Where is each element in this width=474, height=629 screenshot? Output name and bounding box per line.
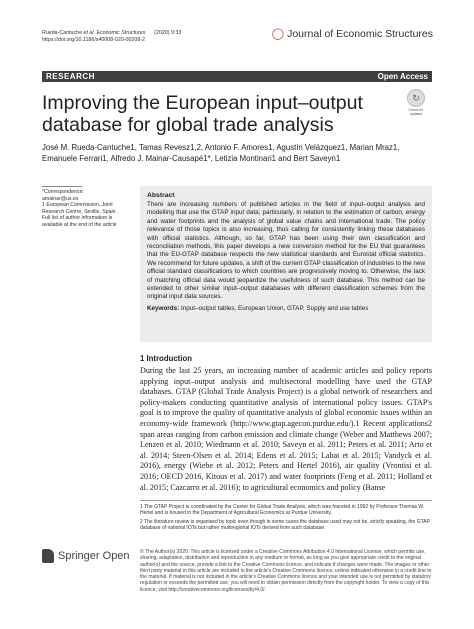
- check-updates-label: Check for updates: [408, 108, 424, 116]
- check-for-updates-badge[interactable]: [404, 89, 428, 116]
- keywords: [147, 305, 425, 313]
- running-header: [42, 30, 181, 44]
- citation-journal: et al. Economic Structures: [83, 30, 146, 36]
- abstract-text: There are increasing numbers of published articles in the field of input–output analysis and modelling that use the GTAP input data; particularly, in relation to the estimation of carbon, energy and water footprints and the analysis of global value chains and international trade. The policy relevance of those topics is also increasing, thus calling for consistently linking these databases with official statistics. Although, so far, GTAP has been using their own classification and reconciliation methods, this paper develops a new conversion method for the EU that guarantees that the EU-GTAP database respects the new statistical standards and Eurostat official statistics. We recommend for future updates, a shift of the current GTAP classification of industries to the new official standard classifications to which countries are progressively moving to. Otherwise, the lack of matching official data would jeopardize the usefulness of such database. This method can be extended to other similar input–output databases with different classification schemes from the original input data sources.: [147, 201, 425, 301]
- journal-brand: [272, 27, 433, 40]
- footnote-1: 1 The GTAP Project is coordinated by the Center for Global Trade Analysis, which was founded in 1992 by Professor Thomas W. Hertel and is housed in the Department of Agricultural Economics at Purdue University.: [140, 504, 425, 517]
- correspondence-label: *Correspondence:: [42, 189, 84, 195]
- author-info-note: Full list of author information is available at the end of the article: [42, 215, 117, 228]
- introduction-text: During the last 25 years, an increasing number of academic articles and policy reports applying input–output analysis and multisectoral modelling have used the GTAP databases. GTAP (Global Trade Analysis Project) is a global network of researchers and policy-makers conducting quantitative analysis of international policy issues. GTAP's goal is to improve the quality of quantitative analysis of global economic issues within an economy-wide framework (http://www.gtap.agecon.purdue.edu/).1 Recent applications2 span areas ranging from carbon emission and climate change (Weber and Matthews 2007; Lenzen et al. 2010; Wiedmann et al. 2010; Saveyn et al. 2011; Peters et al. 2011; Arto et al. 2014; Steen-Olsen et al. 2014; Edens et al. 2015; Labat et al. 2015; Vandyck et al. 2016), energy (Wiebe et al. 2012; Peters and Hertel 2016), air quality (Vrontisi et al. 2016; OECD 2016, Kitous et al. 2017) and water footprints (Feng et al. 2011; Holland et al. 2015; Cazcarro et al. 2016); to agricultural economics and policy (Banse: [140, 366, 432, 492]
- springer-circle-icon: ◯: [271, 28, 285, 40]
- citation-prefix: Rueda-Cantuche: [42, 30, 84, 36]
- research-label: RESEARCH: [46, 72, 95, 81]
- correspondence-email[interactable]: amainar@us.es: [42, 195, 79, 202]
- footnote-2: 2 The literature review is organised by topic even though in some cases the database used may not be, strictly speaking, the GTAP database of national IOTs but rather multiregional IOTs derived from such database.: [140, 518, 430, 531]
- abstract-heading: Abstract: [147, 192, 175, 199]
- footnotes: [140, 500, 432, 533]
- keywords-text: Input–output tables, European Union, GTAP, Supply and use tables: [180, 304, 369, 312]
- journal-name: Journal of Economic Structures: [287, 27, 433, 40]
- springer-horse-icon: [42, 549, 54, 563]
- citation-year: (2020) 9:33: [154, 30, 182, 36]
- author-list: José M. Rueda‑Cantuche1, Tamas Revesz1,2, Antonio F. Amores1, Agustín Velázquez1, Marian Mraz1, Emanuele Ferrari1, Alfredo J. Mainar‑Causapé1*, Letizia Montinari1 and Bert Saveyn1: [42, 143, 400, 163]
- doi-link[interactable]: https://doi.org/10.1186/s40008-020-00208-2: [42, 37, 145, 43]
- section-heading: 1 Introduction: [140, 354, 192, 363]
- article-title: Improving the European input–output database for global trade analysis: [42, 92, 363, 136]
- article-type-banner: [42, 71, 432, 82]
- publisher-logo: [42, 549, 130, 563]
- refresh-icon: ↻: [407, 89, 425, 107]
- divider: [42, 186, 82, 187]
- publisher-name: Springer Open: [58, 550, 130, 562]
- keywords-label: Keywords:: [147, 304, 180, 312]
- abstract-box: [140, 186, 432, 342]
- open-access-label: Open Access: [377, 72, 428, 81]
- license-text: © The Author(s) 2020. This article is licensed under a Creative Commons Attribution 4.0 International License, which permits use, sharing, adaptation, distribution and reproduction in any medium or format, as long as you give appropriate credit to the original author(s) and the source, provide a link to the Creative Commons licence, and indicate if changes were made. The images or other third party material in this article are included in the article's Creative Commons licence, unless indicated otherwise in a credit line to the material. If material is not included in the article's Creative Commons licence and your intended use is not permitted by statutory regulation or exceeds the permitted use, you will need to obtain permission directly from the copyright holder. To view a copy of this licence, visit http://creativecommons.org/licenses/by/4.0/.: [140, 549, 432, 593]
- affiliation: 1 European Commission, Joint Research Centre, Seville, Spain: [42, 202, 116, 215]
- correspondence-sidebar: [42, 186, 122, 228]
